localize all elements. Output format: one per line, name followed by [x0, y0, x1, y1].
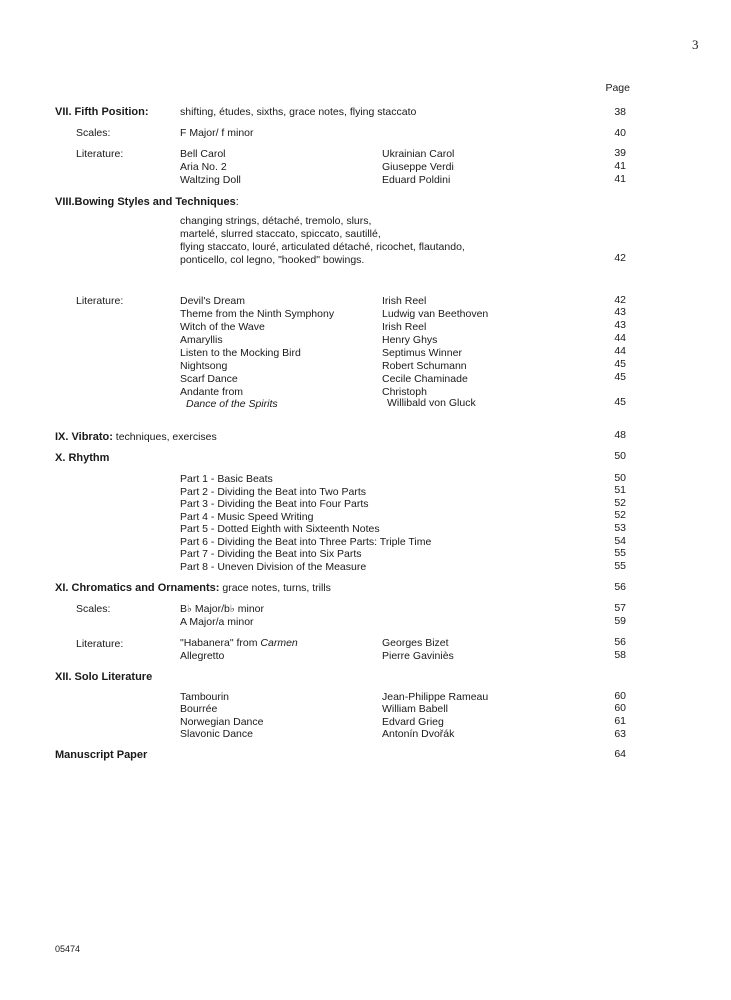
section-ix-page: 48 [614, 429, 626, 441]
literature-page: 44 [614, 332, 626, 344]
rhythm-part-page: 55 [614, 547, 626, 559]
section-xi-desc: grace notes, turns, trills [222, 582, 331, 594]
literature-page: 44 [614, 345, 626, 357]
rhythm-part: Part 2 - Dividing the Beat into Two Parts [180, 486, 366, 498]
section-xii-heading: XII. Solo Literature [55, 671, 153, 683]
literature-composer: Giuseppe Verdi [382, 161, 454, 173]
literature-title: Slavonic Dance [180, 728, 253, 740]
literature-composer: Georges Bizet [382, 637, 449, 649]
literature-title: Norwegian Dance [180, 716, 264, 728]
scale-value: B♭ Major/b♭ minor [180, 603, 265, 615]
section-xi-scales-label: Scales: [76, 603, 111, 615]
section-viii-desc-line: ponticello, col legno, "hooked" bowings. [180, 254, 365, 266]
literature-page: 42 [614, 294, 626, 306]
rhythm-part: Part 6 - Dividing the Beat into Three Parts: Triple Time [180, 536, 432, 548]
rhythm-part: Part 1 - Basic Beats [180, 473, 273, 485]
literature-title: Dance of the Spirits [186, 398, 278, 410]
section-vii-desc: shifting, études, sixths, grace notes, flying staccato [180, 106, 417, 118]
section-vii-heading: VII. Fifth Position: [55, 106, 149, 118]
section-xi-heading: XI. Chromatics and Ornaments: [55, 582, 220, 594]
manuscript-heading: Manuscript Paper [55, 749, 148, 761]
rhythm-part: Part 8 - Uneven Division of the Measure [180, 561, 367, 573]
section-xi-page: 56 [614, 581, 626, 593]
rhythm-part: Part 3 - Dividing the Beat into Four Parts [180, 498, 369, 510]
footer-code: 05474 [55, 944, 81, 954]
literature-title: Witch of the Wave [180, 321, 265, 333]
literature-page: 45 [614, 396, 626, 408]
rhythm-part-page: 50 [614, 472, 626, 484]
literature-page: 41 [614, 160, 626, 172]
rhythm-part: Part 4 - Music Speed Writing [180, 511, 314, 523]
literature-title: Amaryllis [180, 334, 223, 346]
literature-title: Tambourin [180, 691, 230, 703]
literature-page: 56 [614, 636, 626, 648]
literature-page: 61 [614, 715, 626, 727]
section-vii-scales-label: Scales: [76, 127, 111, 139]
literature-composer: Antonín Dvořák [382, 728, 455, 740]
scale-page: 59 [614, 615, 626, 627]
literature-composer: William Babell [382, 703, 448, 715]
section-xi-heading-row [55, 582, 331, 595]
literature-title: Bourrée [180, 703, 218, 715]
literature-title: Devil's Dream [180, 295, 246, 307]
rhythm-part-page: 55 [614, 560, 626, 572]
page-column-header: Page [605, 82, 630, 94]
rhythm-part-page: 54 [614, 535, 626, 547]
literature-composer: Cecile Chaminade [382, 373, 468, 385]
section-viii-desc-line: flying staccato, louré, articulated détaché, ricochet, flautando, [180, 241, 465, 253]
section-viii-desc-line: martelé, slurred staccato, spiccato, sautillé, [180, 228, 381, 240]
literature-composer: Edvard Grieg [382, 716, 444, 728]
literature-composer: Robert Schumann [382, 360, 467, 372]
literature-composer: Septimus Winner [382, 347, 462, 359]
literature-page: 41 [614, 173, 626, 185]
section-vii-literature-label: Literature: [76, 148, 124, 160]
literature-composer: Pierre Gaviniès [382, 650, 454, 662]
section-ix-heading: IX. Vibrato: [55, 431, 113, 443]
literature-page: 43 [614, 306, 626, 318]
section-viii-heading: VIII.Bowing Styles and Techniques: [55, 196, 239, 208]
literature-page: 45 [614, 358, 626, 370]
manuscript-page: 64 [614, 748, 626, 760]
section-viii-page: 42 [614, 252, 626, 264]
literature-title: Nightsong [180, 360, 228, 372]
section-vii-page: 38 [614, 106, 626, 118]
section-vii-scales-value: F Major/ f minor [180, 127, 254, 139]
literature-page: 63 [614, 728, 626, 740]
literature-composer: Ludwig van Beethoven [382, 308, 489, 320]
literature-page: 60 [614, 690, 626, 702]
section-viii-literature-label: Literature: [76, 295, 124, 307]
literature-composer: Jean-Philippe Rameau [382, 691, 489, 703]
literature-composer: Irish Reel [382, 321, 427, 333]
literature-title: Waltzing Doll [180, 174, 241, 186]
literature-composer: Christoph [382, 386, 427, 398]
literature-page: 43 [614, 319, 626, 331]
section-ix-desc: techniques, exercises [115, 431, 217, 443]
literature-composer: Henry Ghys [382, 334, 438, 346]
section-xi-literature-label: Literature: [76, 638, 124, 650]
literature-title: Listen to the Mocking Bird [180, 347, 301, 359]
literature-title: Aria No. 2 [180, 161, 227, 173]
page-number: 3 [692, 37, 699, 52]
literature-composer: Ukrainian Carol [382, 148, 455, 160]
literature-title: Bell Carol [180, 148, 226, 160]
literature-composer: Willibald von Gluck [387, 397, 476, 409]
literature-title: Andante from [180, 386, 244, 398]
section-viii-desc-line: changing strings, détaché, tremolo, slurs, [180, 215, 372, 227]
scale-value: A Major/a minor [180, 616, 254, 628]
rhythm-part: Part 7 - Dividing the Beat into Six Parts [180, 548, 362, 560]
literature-page: 39 [614, 147, 626, 159]
literature-page: 60 [614, 702, 626, 714]
literature-page: 58 [614, 649, 626, 661]
rhythm-part-page: 51 [614, 484, 626, 496]
literature-page: 45 [614, 371, 626, 383]
literature-title: Theme from the Ninth Symphony [180, 308, 335, 320]
rhythm-part-page: 52 [614, 497, 626, 509]
literature-title: Allegretto [180, 650, 225, 662]
literature-title: Scarf Dance [180, 373, 238, 385]
literature-composer: Eduard Poldini [382, 174, 451, 186]
literature-title: "Habanera" from Carmen [180, 637, 298, 649]
section-x-heading: X. Rhythm [55, 452, 110, 464]
literature-composer: Irish Reel [382, 295, 427, 307]
section-ix-heading-row [55, 431, 217, 444]
rhythm-part-page: 52 [614, 509, 626, 521]
scale-page: 57 [614, 602, 626, 614]
section-x-page: 50 [614, 450, 626, 462]
rhythm-part: Part 5 - Dotted Eighth with Sixteenth Notes [180, 523, 380, 535]
section-vii-scales-page: 40 [614, 127, 626, 139]
rhythm-part-page: 53 [614, 522, 626, 534]
